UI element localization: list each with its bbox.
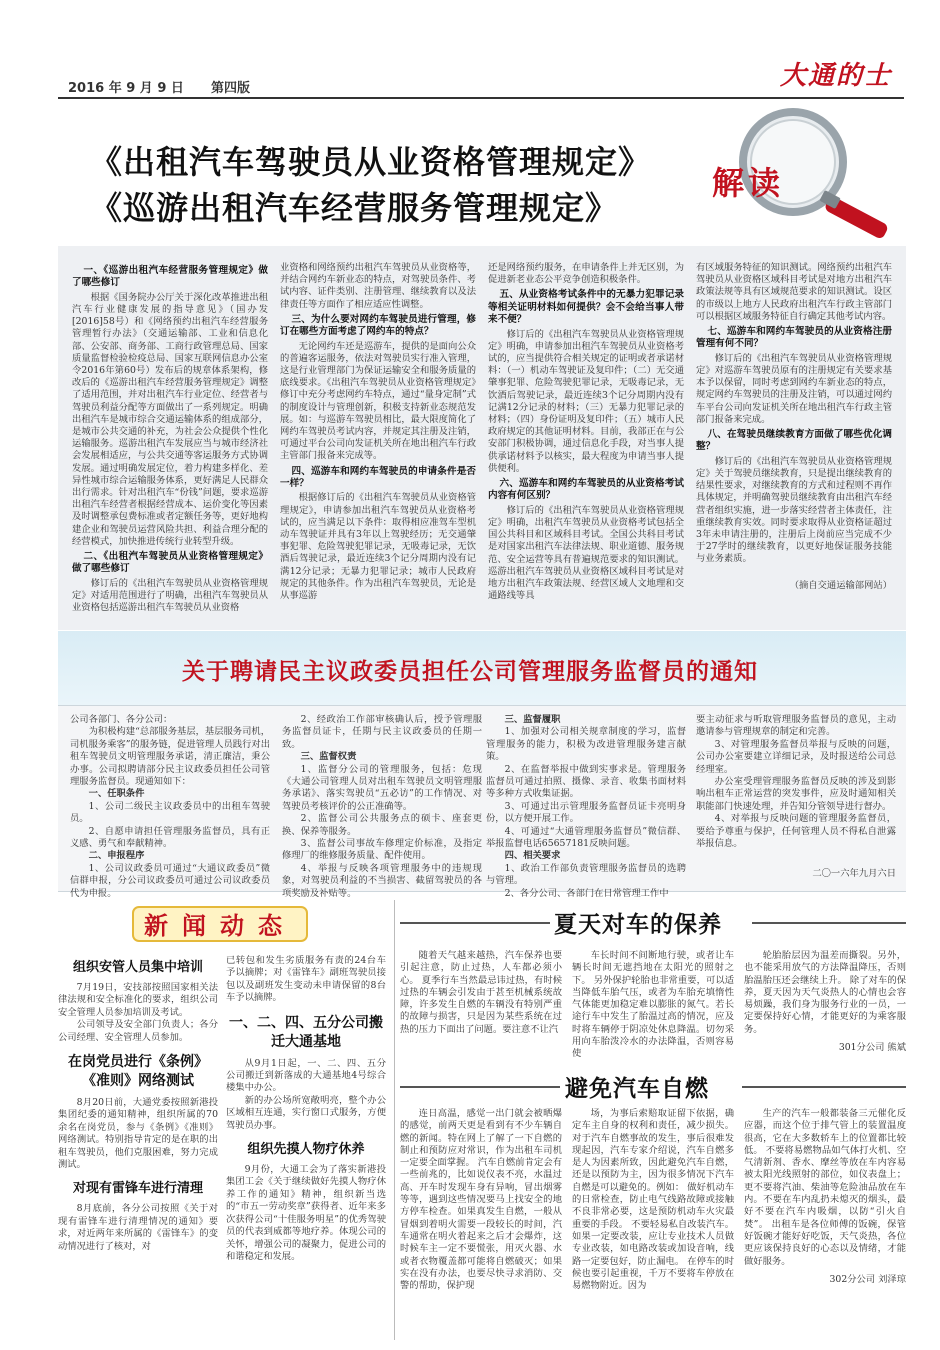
section-heading: 五、从业资格考试条件中的无暴力犯罪记录等相关证明材料如何提供？会不会给当事人带来不便？ [488,289,684,326]
paragraph: 已转包和发生劣质服务有责的24台车予以摘牌；对《雷锋车》副班驾驶员接包以及副班发生变动未申请保留的8台车予以摘牌。 [226,955,386,1004]
summer-rule-right [752,922,906,924]
signature: 二〇一六年九月六日 [812,868,896,880]
summer-col-1: 随着天气越来越热，汽车保养也要引起注意，防止过热，人车都必须小心。 夏季行车当然最忌讳过热，有时候过热的车辆会引发由于甚至机械系统故障，许多发生自燃的车辆没有特别严重的故障与损害，只是因为某些系统在过热的压力下面出了问题。要注意不让汽 [400,950,562,1035]
paragraph: 2、在监督举报中做到实事求是。管理服务监督员可通过拍照、摄像、录音、收集书面材料等多种方式收集证据。 [486,763,686,800]
paragraph: 3、监督公司事故车修理定价标准，及指定修理厂的维修服务质量、配件使用。 [282,838,482,862]
news-badge: 新闻动态 [144,911,296,940]
section-heading: 四、巡游车和网约车驾驶员的申请条件是否一样？ [280,465,476,490]
section-heading: 组织先摸人物疗休养 [247,1142,365,1158]
paragraph: 2、各分公司、各部门在日常管理工作中 [504,887,669,899]
section-heading: 三、为什么要对网约车驾驶员进行管理，修订在哪些方面考虑了网约车的特点？ [280,313,476,338]
fire-title: 避免汽车自燃 [565,1076,709,1102]
paragraph: 9月份，大通工会为了落实新港投集团工会《关于继续做好先摸人物疗休养工作的通知》精神，组织新当选的“市五一劳动奖章”获得者、近年来多次获得公司“十佳服务明星”的优秀驾驶员的代表到威都等地疗养。体现公司的关怀，增强公司的凝聚力，促进公司的和谐稳定和发展。 [226,1164,386,1262]
paragraph: 1、公司议政委员可通过“大通议政委员”微信群申报，分公司议政委员可通过公司议政委员代为申报。 [70,862,270,899]
summer-rule-left [400,922,550,924]
paragraph: 8月底前，各分公司按照《关于对现有雷锋车进行清理情况的通知》要求，对近两年来所属的《雷锋车》的变动情况进行了核对，对 [58,1203,218,1252]
paragraph: 公司各部门、各分公司： [70,714,173,725]
paragraph: 修订后的《出租汽车驾驶员从业资格管理规定》对巡游车驾驶员原有的注册规定有关要求基本予以保留，同时考虑到网约车新业态的特点，规定网约车驾驶员的注册及注销，可以通过网约车平台公司向发证机关所在地出租汽车行政主管部门报备来完成。 [696,352,892,425]
paragraph: 3、可通过出示管理服务监督员证卡亮明身份，以方便开展工作。 [486,800,686,825]
section-heading: 对现有雷锋车进行清理 [72,1181,203,1197]
paragraph: 4、对举报与反映问题的管理服务监督员，要给予尊重与保护，任何管理人员不得私自泄露举报信息。 [696,813,896,850]
paragraph: 2、自愿申请担任管理服务监督员，具有正义感、勇气和奉献精神。 [70,825,270,850]
section-heading: 一、《巡游出租汽车经营服务管理规定》做了哪些修订 [72,265,268,289]
fire-signature: 302分公司 刘泽琼 [829,1273,906,1285]
section-heading: 一、二、四、五分公司搬迁大通基地 [229,1014,383,1050]
paragraph: 修订后的《出租汽车驾驶员从业资格管理规定》关于驾驶员继续教育，只是提出继续教育的结果性要求，对继续教育的方式和过程则不再作具体规定，并明确驾驶员继续教育由出租汽车经营者组织实施，进一步落实经营者主体责任，注重继续教育实效。同时要求取得从业资格证超过3年未申请注册的，注册后上岗前应当完成不少于27学时的继续教育，以更好地保证服务技能与业务素质。 [696,455,892,565]
source-note: （摘自交通运输部网站） [789,579,892,591]
summer-title: 夏天对车的保养 [554,912,722,938]
notice-column-4 [696,714,896,884]
paragraph: 1、政治工作部负责管理服务监督员的选聘与管理。 [486,862,686,887]
paragraph: 办公室受理管理服务监督员反映的涉及到影响出租车正常运营的突发事件，应及时通知相关职能部门快速处理，并告知分管领导进行督办。 [696,776,896,812]
section-heading: 组织安管人员集中培训 [72,960,203,975]
interpretation-column-4 [696,262,892,622]
paragraph: 根据《国务院办公厅关于深化改革推进出租汽车行业健康发展的指导意见》（国办发[2016]58号）和《网络预约出租汽车经营服务管理暂行办法》（交通运输部、工业和信息化部、公安部、商务部、工商行政管理总局、国家质量监督检验检疫总局、国家互联网信息办公室令2016年第60号）发布后的规章体系架构，修改后的《巡游出租汽车经营服务管理规定》调整了适用范围，并对出租汽车行业定位、经营者与驾驶员利益分配等方面做出了一系列规定。明确出租汽车是城市综合交通运输体系的组成部分，是城市公共交通的补充，为社会公众提供个性化运输服务。巡游出租汽车发展应当与城市经济社会发展相适应，与公共交通等客运服务方式协调发展。通过明确发展定位，着力构建多样化、差异性城市综合运输服务体系，更好满足人民群众出行需求。针对出租汽车“份钱”问题，要求巡游出租汽车经营者根据经营成本、运价变化等因素及时调整承包费标准或者定额任务等，更好地构建企业和驾驶员运营风险共担、利益合理分配的经营模式，加快推进传统行业转型升级。 [72,291,268,547]
interpretation-column-1 [72,262,268,622]
paragraph: 3、对管理服务监督员举报与反映的问题，公司办公室要建立详细记录，及时报送给公司总经理室。 [696,738,896,775]
paragraph: 要主动征求与听取管理服务监督员的意见，主动邀请参与管理规章的制定和完善。 [696,714,896,738]
main-title-2: 《巡游出租汽车经营服务管理规定》 [90,189,619,227]
fire-rule-right [742,1086,906,1088]
section-heading: 三、监督履职 [504,714,561,725]
fire-col-3: 生产的汽车一般都装备三元催化反应器，而这个位于排气管上的装置温度很高，它在大多数轿车上的位置都比较低。 不要将易燃物品如气体打火机、空气清新剂、香水、摩丝等放在车内容易被太阳光线照射的部位，如仪表盘上；更不要将汽油、柴油等危险油品放在车内。不要在车内乱扔未熄灭的烟头，最好不要在汽车内吸烟，以防“引火自焚”。 出租车是各位师傅的饭碗，保管好饭碗才能好好吃饭，天气炎热，各位更应该保持良好的心态以及情绪，才能做好服务。 302分公司 刘泽琼 [744,1108,906,1285]
summer-col-3: 轮胎胎层因为温差而撕裂。另外，也不能采用放气的方法降温降压，否则胎温胎压还会继续上升。 除了对车的保养，夏天因为天气炎热人的心情也会容易烦躁，我们身为服务行业的一员，一定要保持好心情，才能更好的为乘客服务。 301分公司 熊斌 [744,950,906,1054]
paragraph: 2、经政治工作部审核确认后，授予管理服务监督员证卡，任期与民主议政委员的任期一致。 [282,714,482,750]
paragraph: 1、加强对公司相关规章制度的学习，监督管理服务的能力，积极为改进管理服务建言献策。 [486,726,686,763]
fire-col-2: 场，为事后索赔取证留下依据，确定车主自身的权利和责任，减少损失。 对于汽车自燃事故的发生，事后很难发现起因，汽车专家介绍说，汽车自燃多是人为因素所致，因此避免汽车自燃，还是以预防为主，因为很多情况下汽车自燃是可以避免的。例如： 做好机动车的日常检查，防止电气线路故障或接触不良非常必要，这是预防机动车火灾最重要的手段。 不要轻易私自改装汽车。如果一定要改装，应让专业技术人员做专业改装，如电路改装或加设音响，线路一定要包好，防止漏电。 在停车的时候也要引起重视，千万不要将车停放在易燃物附近。因为 [572,1108,734,1292]
fire-col-1: 连日高温，感觉一出门就会被晒爆的感觉，前两天更是看到有不少车辆自燃的新闻。特在网上了解了一下自燃的制止和预防应对常识，作为出租车司机一定要全面掌握。 汽车自燃前肯定会有一些前兆的，比如说仪表不亮，水温过高、开车时发现车身有异响，冒出烟雾等等，遇到这些情况要马上找安全的地方停车检查。如果真发生自燃，一般从冒烟到着明火需要一段较长的时间，汽车通常在明火着起来之后才会爆炸，这时候车主一定不要慌张，用灭火器、水或者衣物覆盖都可能将自燃破灭；如果实在没有办法，也要尽快寻求消防、交警的帮助，保护现 [400,1108,562,1292]
notice-column-3 [486,714,686,899]
paragraph: 1、监督分公司的管理服务，包括：危现《大通公司管理人员对出租车驾驶员文明管理服务承诺》、落实驾驶员“五必访”的工作情况、对驾驶员考核评价的公正准确等。 [282,763,482,812]
notice-title: 关于聘请民主议政委员担任公司管理服务监督员的通知 [182,659,758,685]
section-heading: 二、申报程序 [88,850,145,862]
notice-column-1 [70,714,270,899]
badge-jiedu: 解读 [712,164,785,202]
paragraph: 还是网络预约服务，在申请条件上并无区别，为促进新老业态公平竞争创造积极条件。 [488,262,684,286]
summer-signature: 301分公司 熊斌 [838,1042,906,1054]
issue-date: 2016 年 9 月 9 日 第四版 [68,81,251,96]
paragraph: 2、监督公司公共服务点的硕卡、座套更换、保养等服务。 [282,813,482,837]
interpretation-column-3 [488,262,684,622]
paragraph: 修订后的《出租汽车驾驶员从业资格管理规定》明确，出租汽车驾驶员从业资格考试包括全国公共科目和区域科目考试。全国公共科目考试是对国家出租汽车法律法规、职业道德、服务规范、安全运营等具有普遍规范要求的知识测试。巡游出租汽车驾驶员从业资格区域科目考试是对地方出租汽车政策法规、经营区域人文地理和交通路线等具 [488,504,684,602]
summer-col-2: 车长时间不间断地行驶，或者让车辆长时间无遮挡地在太阳光的照射之下。 另外保护轮胎也非常重要，可以适当降低车胎气压，或者为车胎充填惰性气体能更加稳定难以膨胀的氮气。若长途行车中发生了胎温过高的情况，应及时将车辆停于阴凉处休息降温。切勿采用向车胎泼冷水的办法降温，否则容易使 [572,950,734,1060]
paragraph: 7月19日，安技部按照国家相关法律法规和安全标准化的要求，组织公司安全管理人员参加培训及考试。 [58,982,218,1018]
paragraph: 新的办公场所宽敞明亮，整个办公区域相互连通，实行窗口式服务，方便驾驶员办事。 [226,1094,386,1131]
section-heading: 在岗党员进行《条例》《准则》网络测试 [68,1054,208,1090]
interpretation-column-2 [280,262,476,622]
section-heading: 二、《出租汽车驾驶员从业资格管理规定》做了哪些修订 [72,551,268,575]
paragraph: 为积极构建“总部服务基层，基层服务司机，司机服务乘客”的服务链，促进管理人员践行对出租车驾驶员文明管理服务承诺，清正廉洁，秉公办事。公司拟聘请部分民主议政委员担任公司管理服务监督员。现通知如下： [70,726,270,788]
news-column-2 [226,955,386,1340]
paragraph: 4、可通过“大通管理服务监督员”微信群、举报监督电话65657181反映问题。 [486,825,686,850]
paragraph: 1、公司二级民主议政委员中的出租车驾驶员。 [70,800,270,825]
paragraph: 业资格和网络预约出租汽车驾驶员从业资格等，并结合网约车新业态的特点，对驾驶员条件、考试内容、证件类别、注册管理、继续教育以及法律责任等方面作了相应适应性调整。 [280,262,476,310]
paragraph: 有区域服务特征的知识测试。网络预约出租汽车驾驶员从业资格区域科目考试是对地方出租汽车政策法规等具有区域规范要求的知识测试。设区的市级以上地方人民政府出租汽车行政主管部门可以根据区域服务特征自行确定其他考试内容。 [696,262,892,322]
main-title-1: 《出租汽车驾驶员从业资格管理规定》 [90,143,652,181]
masthead [58,61,904,99]
paragraph: 8月20日前，大通党委按照新港投集团纪委的通知精神，组织所属的70余名在岗党员，参与《条例》《准则》网络测试。特别指导肯定的是在职的出租车驾驶员，他们克服困难，努力完成测试。 [58,1097,218,1171]
paragraph: 无论网约车还是巡游车，提供的是面向公众的普遍客运服务，依法对驾驶员实行准入管理，这是行业管理部门为保证运输安全和服务质量的底线要求。《出租汽车驾驶员从业资格管理规定》修订中充分考虑网约车特点，通过“量身定制”式的制度设计与管理创新，积极支持新业态规范发展。如：与巡游车驾驶员相比，最大限度简化了网约车驾驶员考试内容，并规定其注册及注销，可通过平台公司向发证机关所在地出租汽车行政主管部门报备来完成等。 [280,340,476,462]
section-heading: 八、在驾驶员继续教育方面做了哪些优化调整？ [696,429,892,453]
brand-logo: 大通的士 [779,61,892,91]
section-heading: 三、监督权责 [300,751,357,763]
paragraph: 修订后的《出租汽车驾驶员从业资格管理规定》明确，申请参加出租汽车驾驶员从业资格考试的，应当提供符合相关规定的证明或者承诺材料：（一）机动车驾驶证及复印件；（二）无交通肇事犯罪、危险驾驶犯罪记录，无吸毒记录，无饮酒后驾驶记录，最近连续3个记分周期内没有记满12分记录的材料；（三）无暴力犯罪记录的材料；（四）身份证明及复印件；（五）城市人民政府规定的其他证明材料。目前，我部正在与公安部门积极协调，通过信息化手段，对当事人提供承诺材料予以核实，最大程度为申请当事人提供便利。 [488,328,684,474]
paragraph: 从9月1日起，一、二、四、五分公司搬迁到新落成的大通基地4号综合楼集中办公。 [226,1057,386,1094]
section-heading: 七、巡游车和网约车驾驶员的从业资格注册管理有何不同？ [696,326,892,350]
news-column-1 [58,950,218,1340]
notice-column-2 [282,714,482,899]
paragraph: 修订后的《出租汽车驾驶员从业资格管理规定》对适用范围进行了明确，出租汽车驾驶员从业资格包括巡游出租汽车驾驶员从业资格 [72,577,268,614]
column-divider [394,900,395,1340]
paragraph: 公司领导及安全部门负责人；各分公司经理、安全管理人员参加。 [58,1019,218,1043]
section-heading: 六、巡游车和网约车驾驶员的从业资格考试内容有何区别？ [488,478,684,502]
section-heading: 四、相关要求 [504,850,561,862]
fire-rule-left [400,1086,560,1088]
paragraph: 4、举报与反映各项管理服务中的违规现象，对驾驶员利益的不当损害、截留驾驶员的各项奖励及补贴等。 [282,862,482,899]
paragraph: 根据修订后的《出租汽车驾驶员从业资格管理规定》，申请参加出租汽车驾驶员从业资格考试的，应当满足以下条件：取得相应准驾车型机动车驾驶证并具有3年以上驾驶经历；无交通肇事犯罪、危险驾驶犯罪记录，无吸毒记录，无饮酒后驾驶记录，最近连续3个记分周期内没有记满12分记录；无暴力犯罪记录；城市人民政府规定的其他条件。作为出租汽车驾驶员，无论是从事巡游 [280,492,476,602]
section-heading: 一、任职条件 [88,788,145,800]
